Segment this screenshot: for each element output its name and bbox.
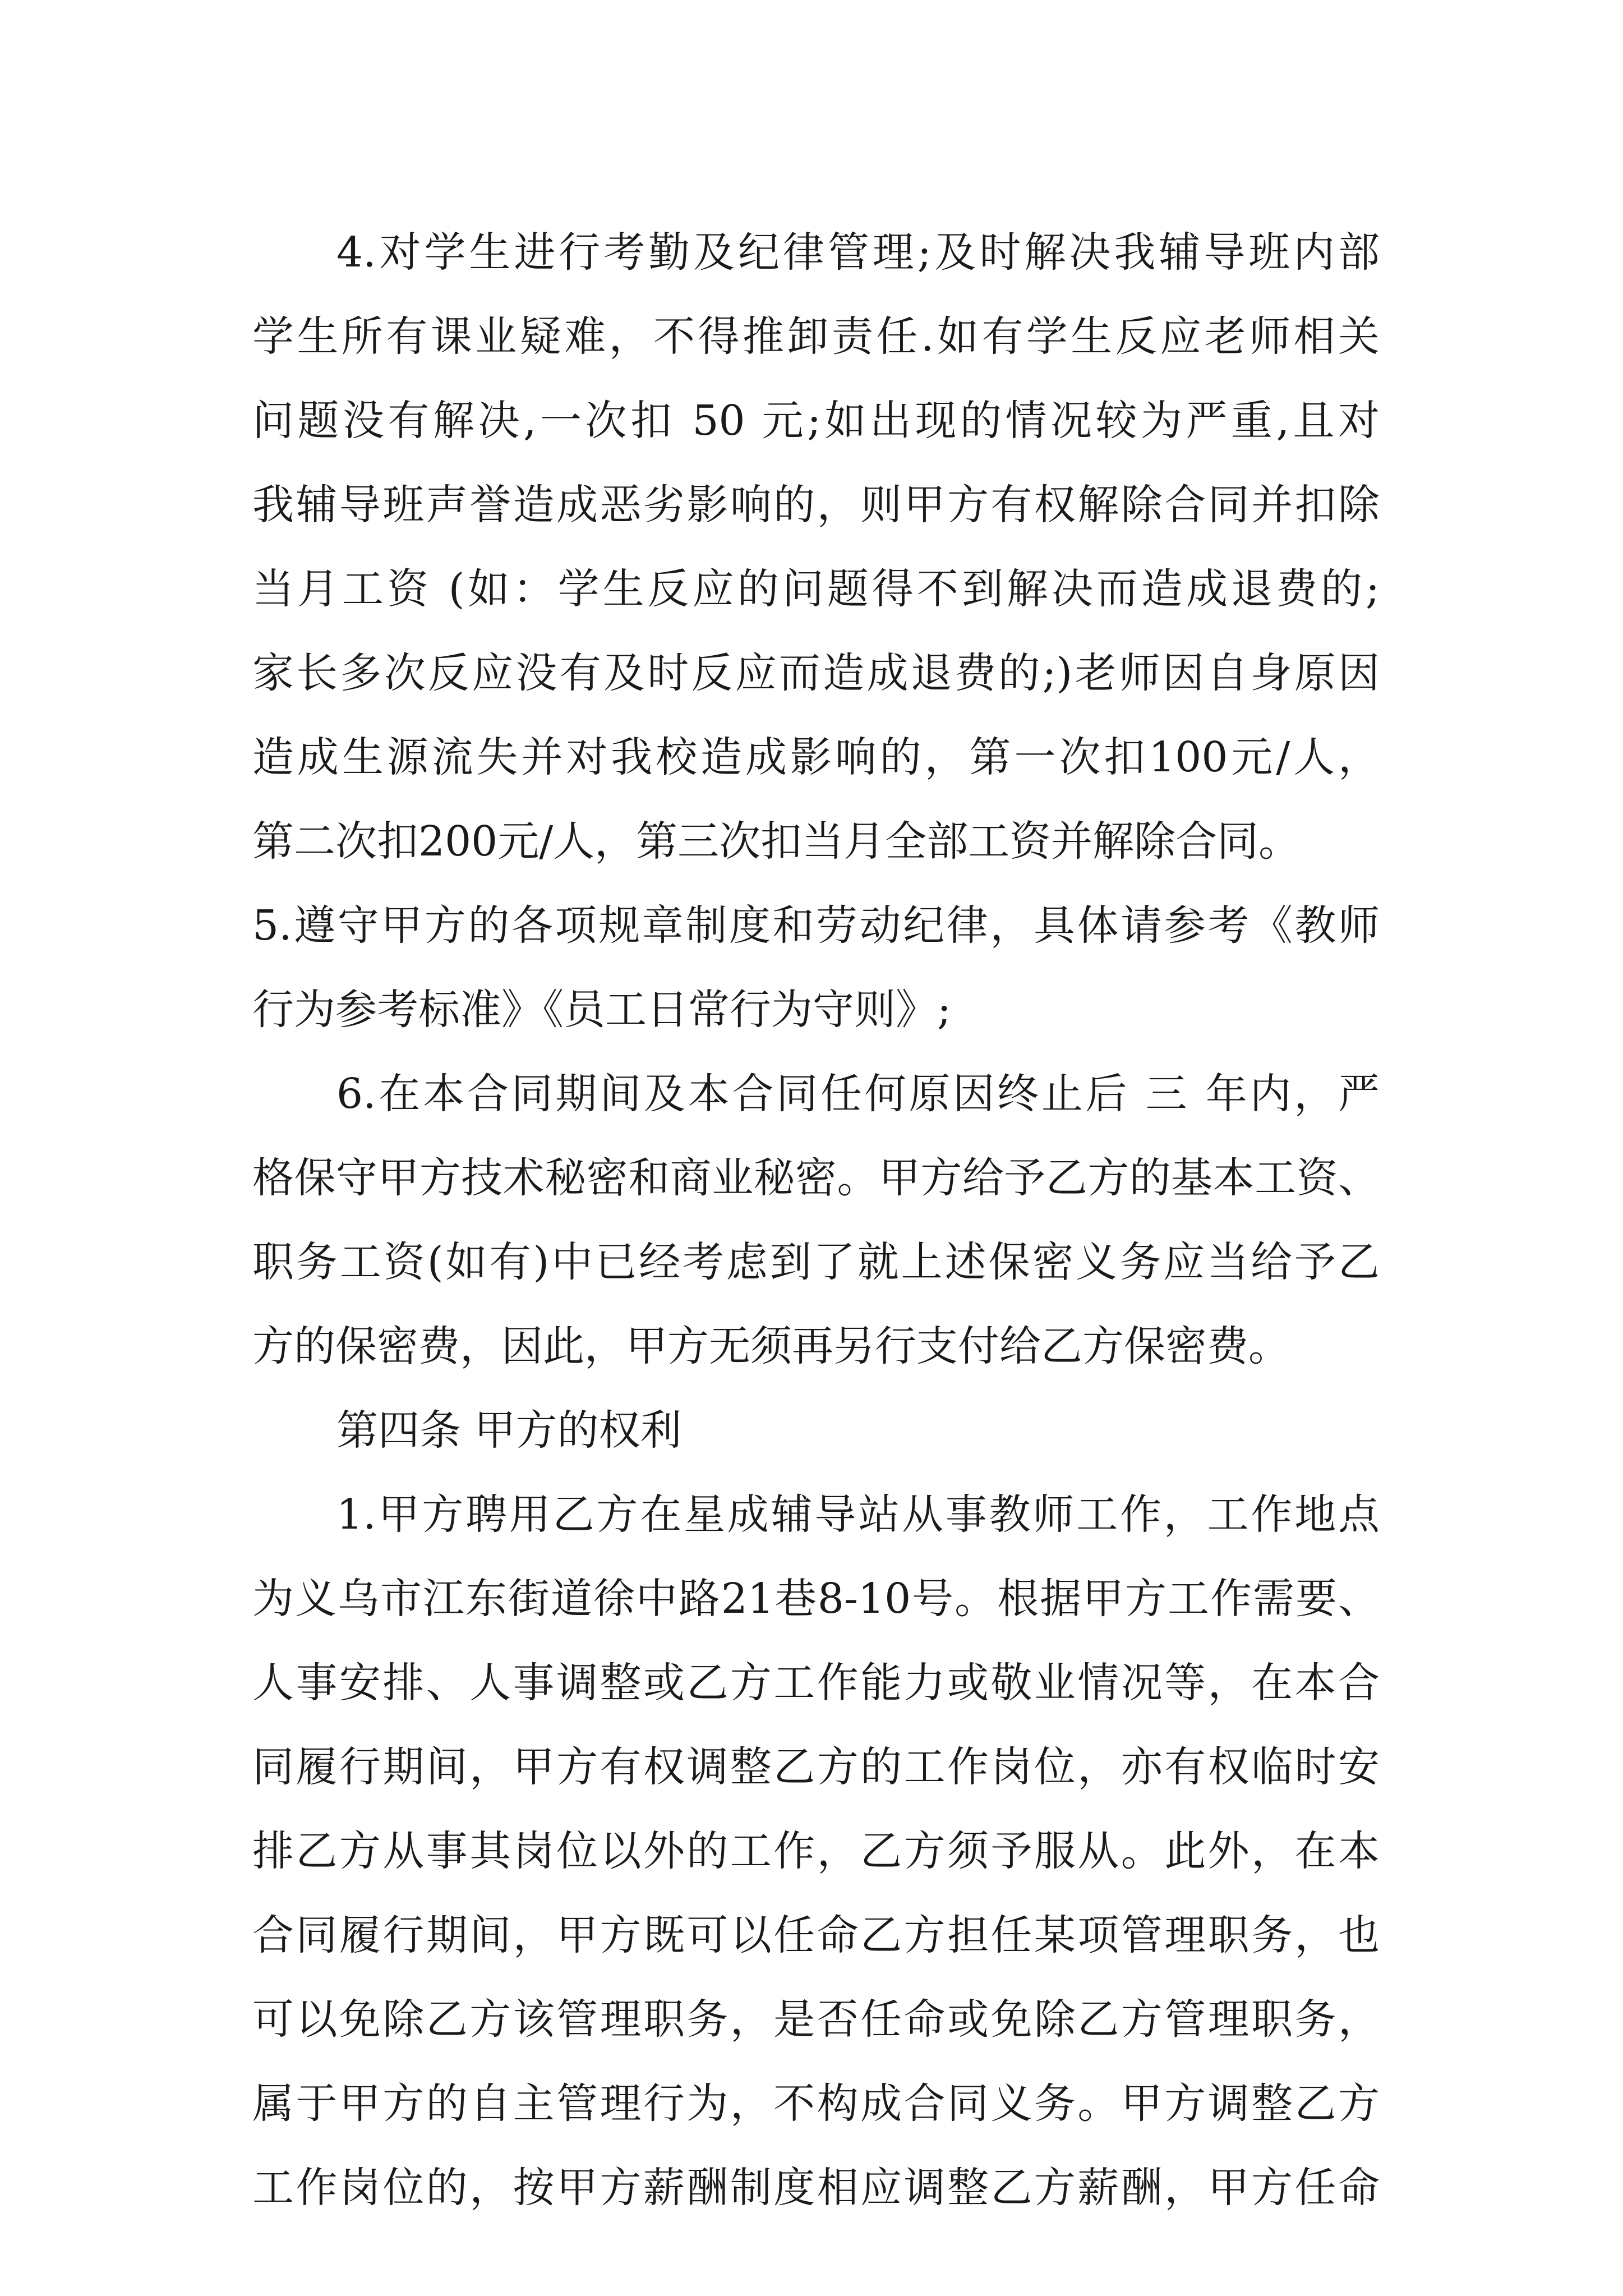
paragraph-line: 方的保密费，因此，甲方无须再另行支付给乙方保密费。 [252,1322,1290,1370]
paragraph-line: 问题没有解决,一次扣 50 元;如出现的情况较为严重,且对 [252,397,1380,445]
paragraph-line: 同履行期间，甲方有权调整乙方的工作岗位，亦有权临时安 [252,1743,1380,1791]
paragraph-line: 6.在本合同期间及本合同任何原因终止后 三 年内，严 [336,1070,1380,1118]
paragraph-line: 格保守甲方技术秘密和商业秘密。甲方给予乙方的基本工资、 [252,1154,1380,1202]
paragraph-line: 5.遵守甲方的各项规章制度和劳动纪律，具体请参考《教师 [252,901,1380,950]
paragraph-line: 第二次扣200元/人，第三次扣当月全部工资并解除合同。 [252,817,1301,866]
paragraph-line: 造成生源流失并对我校造成影响的，第一次扣100元/人， [252,733,1380,781]
paragraph-line: 4.对学生进行考勤及纪律管理;及时解决我辅导班内部 [336,228,1380,277]
paragraph-line: 当月工资 (如：学生反应的问题得不到解决而造成退费的; [252,565,1380,613]
document-body [252,210,1380,2230]
paragraph-line: 家长多次反应没有及时反应而造成退费的;)老师因自身原因 [252,649,1380,697]
paragraph-line: 行为参考标准》《员工日常行为守则》; [252,986,951,1034]
section-heading: 第四条 甲方的权利 [336,1406,682,1455]
paragraph-line: 排乙方从事其岗位以外的工作，乙方须予服从。此外，在本 [252,1827,1380,1875]
paragraph-line: 合同履行期间，甲方既可以任命乙方担任某项管理职务，也 [252,1911,1380,1959]
paragraph-line: 可以免除乙方该管理职务，是否任命或免除乙方管理职务， [252,1995,1380,2044]
paragraph-line: 职务工资(如有)中已经考虑到了就上述保密义务应当给予乙 [252,1238,1380,1286]
paragraph-line: 为义乌市江东街道徐中路21巷8-10号。根据甲方工作需要、 [252,1575,1380,1623]
paragraph-line: 1.甲方聘用乙方在星成辅导站从事教师工作，工作地点 [336,1490,1380,1539]
paragraph-line: 学生所有课业疑难，不得推卸责任.如有学生反应老师相关 [252,312,1380,361]
paragraph-line: 我辅导班声誉造成恶劣影响的，则甲方有权解除合同并扣除 [252,481,1380,529]
paragraph-line: 属于甲方的自主管理行为，不构成合同义务。甲方调整乙方 [252,2079,1380,2128]
paragraph-line: 人事安排、人事调整或乙方工作能力或敬业情况等，在本合 [252,1659,1380,1707]
paragraph-line: 工作岗位的，按甲方薪酬制度相应调整乙方薪酬，甲方任命 [252,2164,1380,2212]
